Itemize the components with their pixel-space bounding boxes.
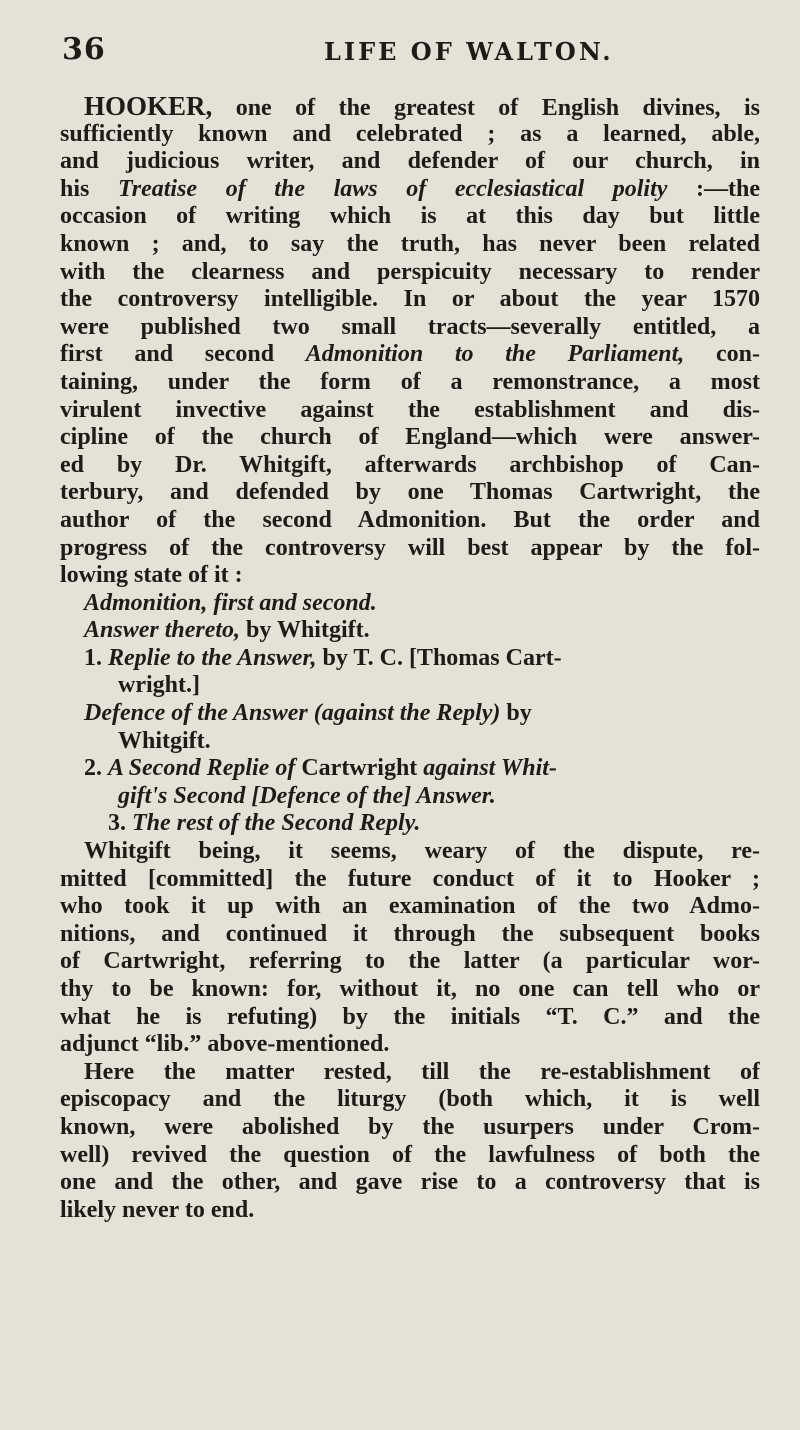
text-line: thy to be known: for, without it, no one can tell who or [60, 976, 760, 1002]
text-line: taining, under the form of a remonstrance, a most [60, 368, 760, 395]
text-line: Whitgift being, it seems, weary of the dispute, re- [84, 838, 760, 865]
text-line: progress of the controversy will best appear by the fol- [60, 534, 760, 561]
list-item: Admonition, first and second. [84, 589, 377, 616]
italic-title: Answer thereto, [84, 617, 241, 644]
text-line [60, 93, 760, 121]
italic-title: Replie to the Answer, [108, 644, 317, 671]
text-span: Cartwright [301, 755, 418, 782]
text-line: occasion of writing which is at this day but little [60, 203, 760, 230]
body-text [60, 93, 760, 1224]
page-number: 36 [62, 32, 106, 67]
text-span: one of the greatest of English divines, is [212, 95, 760, 121]
text-line: virulent invective against the establishment and dis- [60, 396, 760, 423]
italic-title: The rest of the Second Reply. [132, 810, 421, 837]
text-span: his [60, 175, 118, 202]
list-item [60, 617, 760, 645]
text-span: by Whitgift. [240, 617, 370, 644]
text-span: first and second [60, 341, 306, 368]
running-title: LIFE OF WALTON. [324, 37, 614, 66]
italic-title: Defence of the Answer (against the Reply) [84, 700, 501, 727]
list-item [60, 810, 760, 838]
text-span: 2. [84, 755, 108, 782]
page-header [62, 32, 752, 72]
italic-title: Treatise of the laws of ecclesiastical polity [117, 175, 668, 202]
text-line: one and the other, and gave rise to a controversy that is [60, 1169, 760, 1196]
text-line: adjunct “lib.” above-mentioned. [60, 1031, 390, 1058]
text-line: lowing state of it : [60, 562, 243, 589]
text-line: were published two small tracts—severally entitled, a [60, 313, 760, 340]
text-span: :—the [667, 175, 760, 202]
text-line [60, 341, 760, 369]
text-span: con- [684, 341, 760, 368]
list-item [60, 700, 760, 728]
text-line [60, 176, 760, 204]
text-line: sufficiently known and celebrated ; as a learned, able, [60, 120, 760, 147]
lead-word: HOOKER, [84, 93, 213, 121]
text-span: by [500, 700, 532, 727]
text-line: what he is refuting) by the initials “T. C.” and the [60, 1003, 760, 1030]
text-line: nitions, and continued it through the subsequent books [60, 920, 760, 947]
text-line: known ; and, to say the truth, has never been related [60, 230, 760, 257]
italic-title: against Whit- [417, 755, 557, 782]
text-line: the controversy intelligible. In or about the year 1570 [60, 286, 760, 313]
text-line: with the clearness and perspicuity necessary to render [60, 258, 760, 285]
list-item-continuation: Whitgift. [118, 727, 211, 754]
text-line: and judicious writer, and defender of our church, in [60, 148, 760, 175]
list-item-continuation: gift's Second [Defence of the] Answer. [118, 782, 496, 809]
italic-title: A Second Replie of [108, 755, 302, 782]
text-span: 1. [84, 644, 108, 671]
list-item [60, 755, 760, 783]
list-item [60, 645, 760, 673]
text-line: well) revived the question of the lawfulness of both the [60, 1141, 760, 1168]
text-line: ed by Dr. Whitgift, afterwards archbishop of Can- [60, 451, 760, 478]
text-line: of Cartwright, referring to the latter (a particular wor- [60, 948, 760, 975]
text-span: by T. C. [Thomas Cart- [316, 644, 562, 671]
text-line: known, were abolished by the usurpers under Crom- [60, 1113, 760, 1140]
text-line: mitted [committed] the future conduct of it to Hooker ; [60, 865, 760, 892]
text-span: 3. [108, 810, 132, 837]
text-line: episcopacy and the liturgy (both which, it is well [60, 1086, 760, 1113]
text-line: author of the second Admonition. But the order and [60, 506, 760, 533]
text-line: cipline of the church of England—which were answer- [60, 424, 760, 451]
text-line: who took it up with an examination of the two Admo- [60, 893, 760, 920]
text-line: likely never to end. [60, 1196, 255, 1223]
italic-title: Admonition to the Parliament, [305, 341, 685, 368]
text-line: terbury, and defended by one Thomas Cartwright, the [60, 479, 760, 506]
list-item-continuation: wright.] [118, 672, 200, 699]
text-line: Here the matter rested, till the re-establishment of [84, 1058, 760, 1085]
